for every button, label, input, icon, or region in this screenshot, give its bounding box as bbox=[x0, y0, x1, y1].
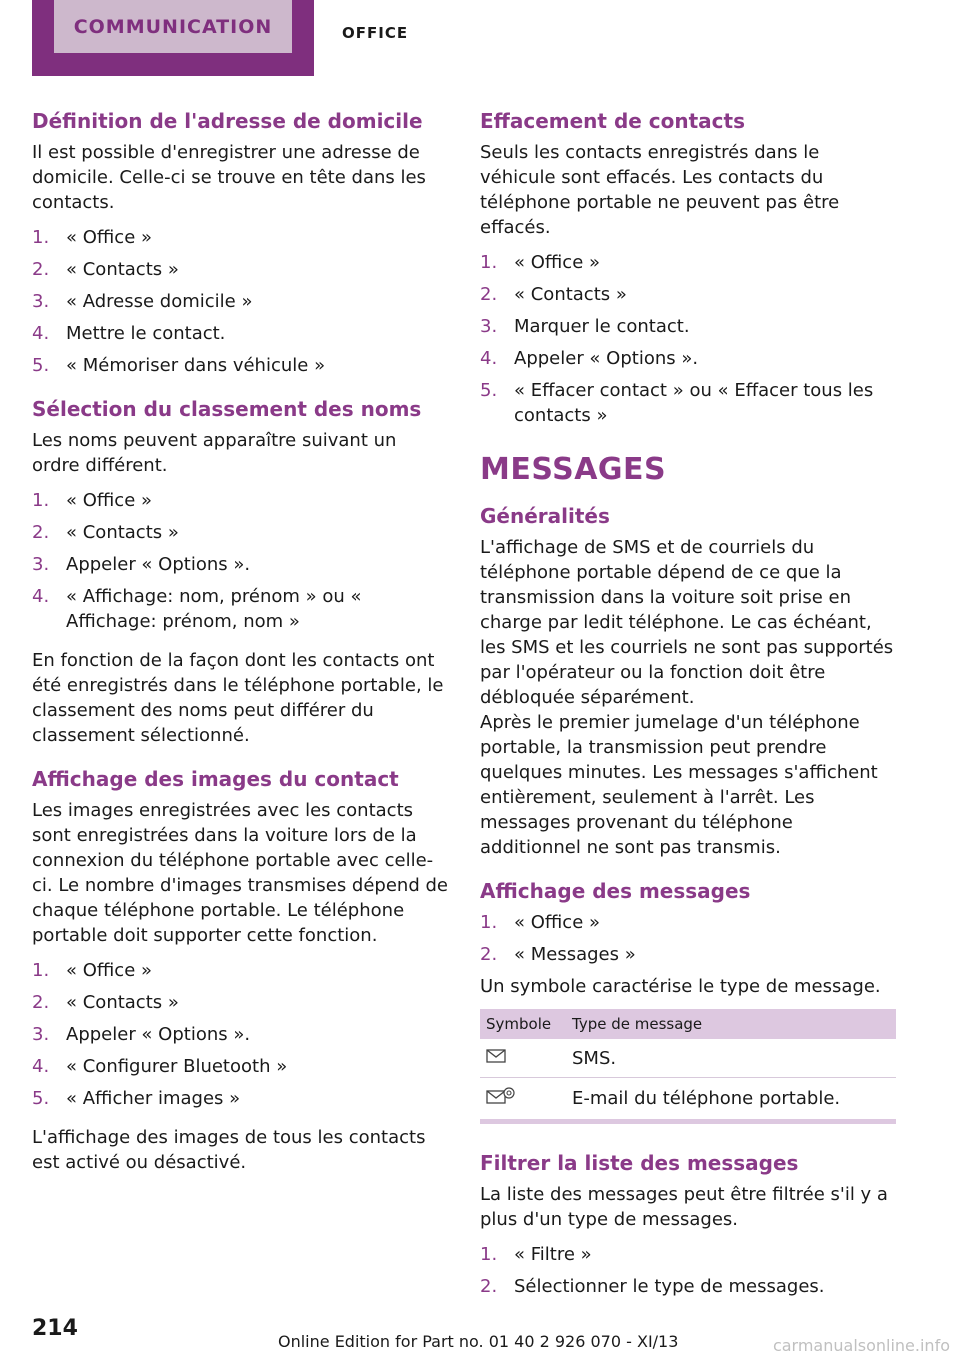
section-title: Effacement de contacts bbox=[480, 109, 745, 133]
table-header-row bbox=[480, 1009, 896, 1039]
section-paragraph: L'affichage de SMS et de courriels du téléphone portable dépend de ce que la transmission dans la voiture soit prise en charge par ledit téléphone. Le cas échéant, les SMS et les courriels ne sont pas supportés par l'opérateur ou la fonction doit être débloquée séparément. bbox=[480, 537, 894, 708]
list-item: 1. « Office » bbox=[480, 912, 601, 933]
list-item: 4. Appeler « Options ». bbox=[480, 348, 699, 369]
section-title: Filtrer la liste des messages bbox=[480, 1151, 799, 1175]
section-title: Affichage des messages bbox=[480, 879, 751, 903]
steps-list bbox=[32, 958, 448, 1111]
list-item: 2. Sélectionner le type de messages. bbox=[480, 1276, 825, 1297]
list-item: 1. « Office » bbox=[32, 227, 153, 248]
tab-communication[interactable] bbox=[32, 0, 314, 76]
steps-list bbox=[32, 225, 448, 378]
list-item: 1. « Office » bbox=[480, 252, 601, 273]
list-item: 2. « Contacts » bbox=[480, 284, 627, 305]
section-title: Définition de l'adresse de domicile bbox=[32, 109, 423, 133]
section-home-address bbox=[32, 108, 448, 378]
section-intro: Seuls les contacts enregistrés dans le véhicule sont effacés. Les contacts du téléphone portable ne peuvent pas être effacés. bbox=[480, 142, 840, 238]
section-note: Un symbole caractérise le type de message. bbox=[480, 976, 881, 997]
steps-list bbox=[480, 1242, 896, 1299]
list-item: 2. « Contacts » bbox=[32, 522, 179, 543]
tab-communication-label: COMMUNICATION bbox=[54, 0, 292, 53]
section-contact-images bbox=[32, 766, 448, 1175]
section-note: En fonction de la façon dont les contacts ont été enregistrés dans le téléphone portable, le classement des noms peut différer du classement sélectionné. bbox=[32, 650, 444, 746]
section-display-messages bbox=[480, 878, 896, 1124]
list-item: 2. « Messages » bbox=[480, 944, 636, 965]
list-item: 2. « Contacts » bbox=[32, 259, 179, 280]
section-delete-contacts bbox=[480, 108, 896, 428]
envelope-at-icon bbox=[480, 1078, 566, 1122]
steps-list bbox=[32, 488, 448, 634]
list-item: 4. « Affichage: nom, prénom » ou « Affichage: prénom, nom » bbox=[32, 586, 362, 632]
table-cell: SMS. bbox=[566, 1039, 896, 1078]
list-item: 5. « Afficher images » bbox=[32, 1088, 241, 1109]
list-item: 4. « Configurer Bluetooth » bbox=[32, 1056, 288, 1077]
list-item: 1. « Filtre » bbox=[480, 1244, 592, 1265]
section-note: L'affichage des images de tous les contacts est activé ou désactivé. bbox=[32, 1127, 426, 1173]
steps-list bbox=[480, 250, 896, 428]
chapter-title: MESSAGES bbox=[480, 452, 667, 487]
right-column bbox=[480, 108, 896, 1317]
list-item: 4. Mettre le contact. bbox=[32, 323, 226, 344]
section-general bbox=[480, 503, 896, 860]
footer-edition: Online Edition for Part no. 01 40 2 926 070 - XI/13 bbox=[278, 1332, 679, 1351]
section-intro: La liste des messages peut être filtrée s'il y a plus d'un type de messages. bbox=[480, 1184, 888, 1230]
section-paragraph: Après le premier jumelage d'un téléphone portable, la transmission peut prendre quelques minutes. Les messages s'affichent entièrement, seulement à l'arrêt. Les messages provenant du téléphone additionnel ne sont pas transmis. bbox=[480, 712, 878, 858]
section-title: Sélection du classement des noms bbox=[32, 397, 422, 421]
table-header: Type de message bbox=[566, 1009, 896, 1039]
list-item: 3. Marquer le contact. bbox=[480, 316, 690, 337]
section-name-order bbox=[32, 396, 448, 748]
section-title: Généralités bbox=[480, 504, 610, 528]
table-cell: E-mail du téléphone portable. bbox=[566, 1078, 896, 1122]
list-item: 3. Appeler « Options ». bbox=[32, 1024, 251, 1045]
envelope-icon bbox=[480, 1039, 566, 1078]
list-item: 2. « Contacts » bbox=[32, 992, 179, 1013]
section-intro: Les noms peuvent apparaître suivant un ordre différent. bbox=[32, 430, 397, 476]
watermark: carmanualsonline.info bbox=[772, 1336, 950, 1355]
list-item: 1. « Office » bbox=[32, 490, 153, 511]
list-item: 5. « Mémoriser dans véhicule » bbox=[32, 355, 326, 376]
list-item: 3. « Adresse domicile » bbox=[32, 291, 253, 312]
section-title: Affichage des images du contact bbox=[32, 767, 399, 791]
section-intro: Les images enregistrées avec les contacts sont enregistrées dans la voiture lors de la connexion du téléphone portable avec celle-ci. Le nombre d'images transmises dépend de chaque téléphone portable. Le téléphone portable doit supporter cette fonction. bbox=[32, 800, 448, 946]
list-item: 3. Appeler « Options ». bbox=[32, 554, 251, 575]
steps-list bbox=[480, 910, 896, 967]
list-item: 5. « Effacer contact » ou « Effacer tous les contacts » bbox=[480, 380, 874, 426]
page-number: 214 bbox=[32, 1316, 78, 1341]
left-column bbox=[32, 108, 448, 1193]
message-type-table bbox=[480, 1009, 896, 1124]
tab-office[interactable]: OFFICE bbox=[342, 24, 409, 42]
list-item: 1. « Office » bbox=[32, 960, 153, 981]
table-row bbox=[480, 1078, 896, 1122]
section-filter-messages bbox=[480, 1150, 896, 1299]
table-header: Symbole bbox=[480, 1009, 566, 1039]
section-intro: Il est possible d'enregistrer une adresse de domicile. Celle-ci se trouve en tête dans les contacts. bbox=[32, 142, 426, 213]
table-row bbox=[480, 1039, 896, 1078]
